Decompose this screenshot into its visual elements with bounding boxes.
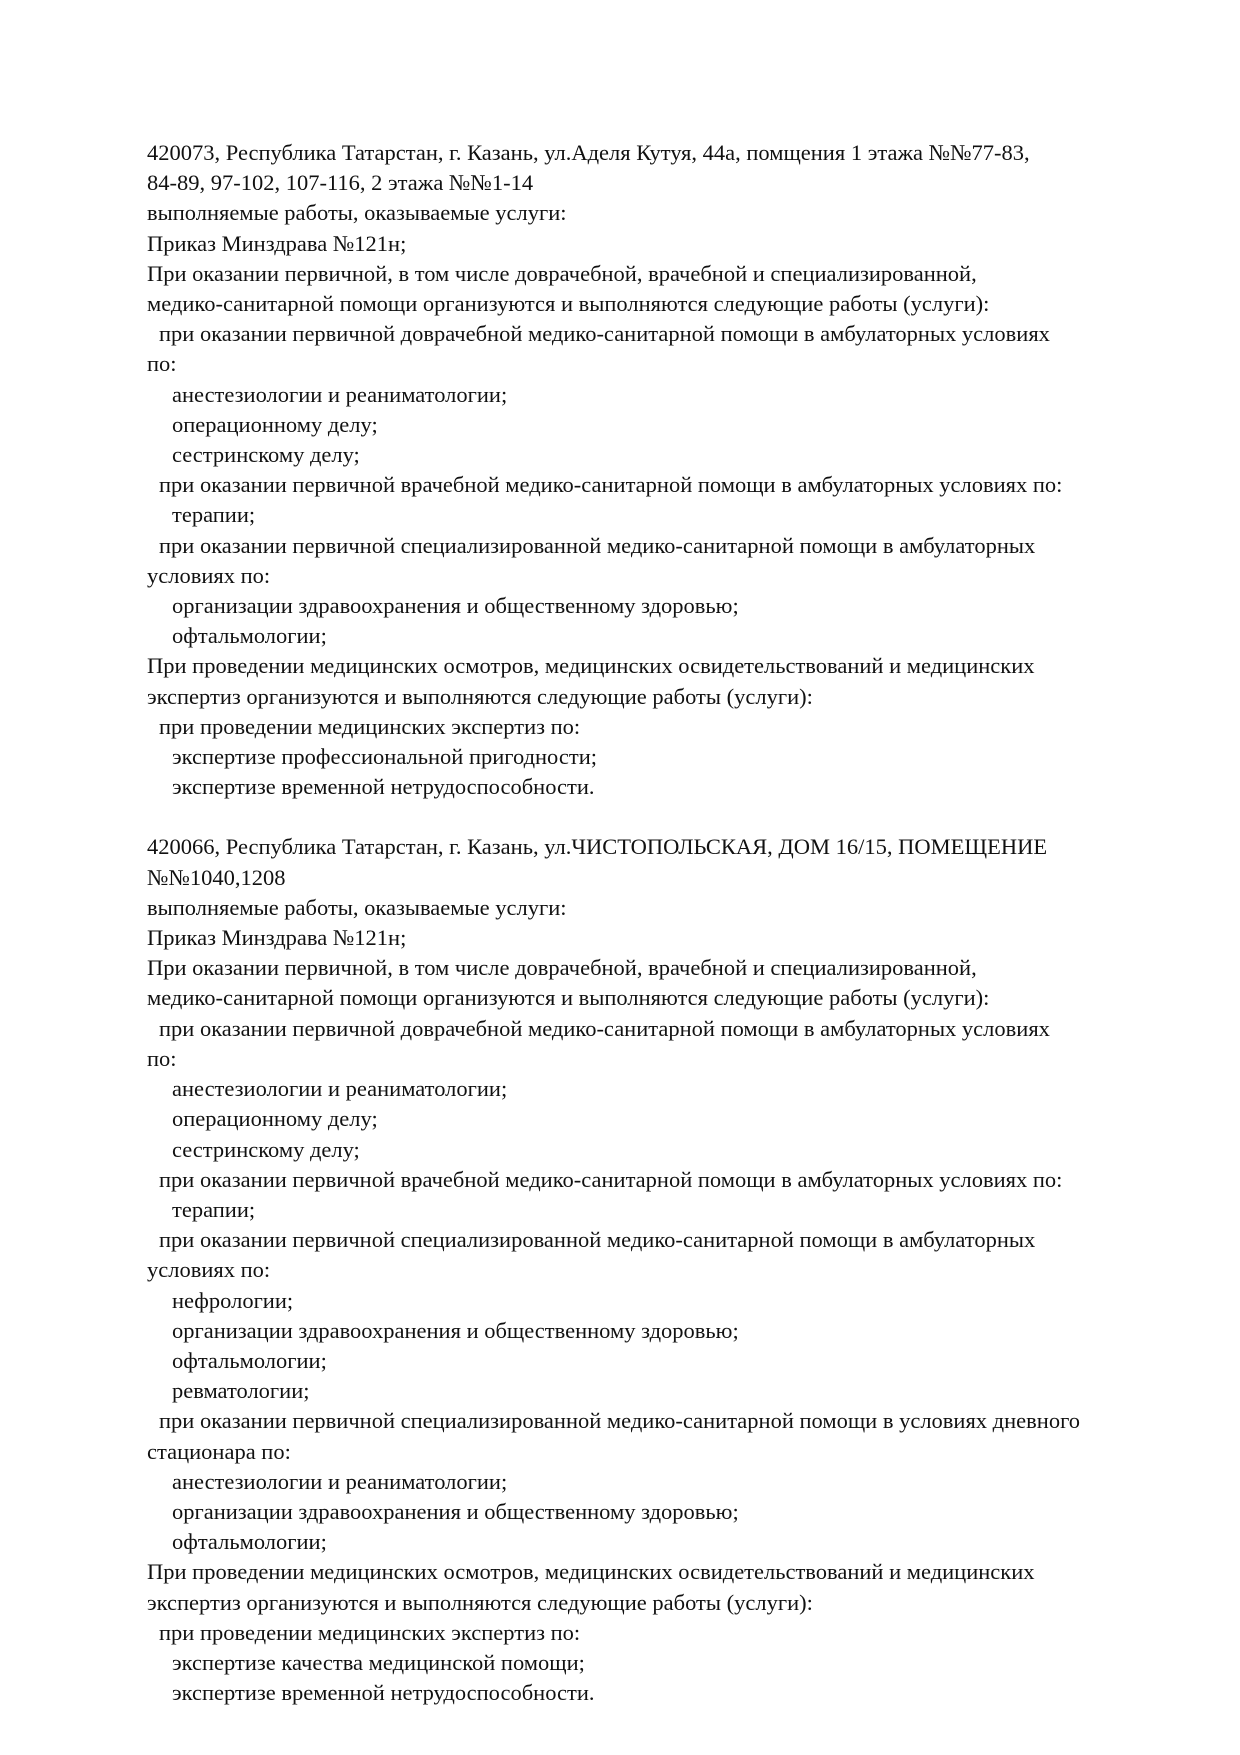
document-text-line: При оказании первичной, в том числе доврачебной, врачебной и специализированной, bbox=[147, 260, 977, 286]
document-text-line: при проведении медицинских экспертиз по: bbox=[159, 1619, 581, 1645]
document-text-line: офтальмологии; bbox=[172, 1347, 327, 1373]
document-text-line: при оказании первичной доврачебной медико-санитарной помощи в амбулаторных условиях bbox=[159, 321, 1050, 347]
document-text-line: организации здравоохранения и общественному здоровью; bbox=[172, 1317, 739, 1343]
document-text-line: экспертизе временной нетрудоспособности. bbox=[172, 774, 595, 800]
document-text-line: экспертизе профессиональной пригодности; bbox=[172, 744, 597, 770]
document-text-line: медико-санитарной помощи организуются и выполняются следующие работы (услуги): bbox=[147, 291, 990, 317]
document-text-line: экспертизе временной нетрудоспособности. bbox=[172, 1680, 595, 1706]
address-section bbox=[147, 138, 1197, 802]
document-text-line: экспертиз организуются и выполняются следующие работы (услуги): bbox=[147, 683, 813, 709]
document-text-line: организации здравоохранения и общественному здоровью; bbox=[172, 593, 739, 619]
document-text-line: При оказании первичной, в том числе доврачебной, врачебной и специализированной, bbox=[147, 955, 977, 981]
document-text-line: операционному делу; bbox=[172, 1106, 378, 1132]
document-text-line: при оказании первичной специализированной медико-санитарной помощи в амбулаторных bbox=[159, 532, 1036, 558]
document-text-line: условиях по: bbox=[147, 562, 271, 588]
document-text-line: стационара по: bbox=[147, 1438, 291, 1464]
address-line: 420066, Республика Татарстан, г. Казань, ул.ЧИСТОПОЛЬСКАЯ, ДОМ 16/15, ПОМЕЩЕНИЕ bbox=[147, 834, 1048, 860]
document-text-line: Приказ Минздрава №121н; bbox=[147, 230, 407, 256]
document-text-line: медико-санитарной помощи организуются и выполняются следующие работы (услуги): bbox=[147, 985, 990, 1011]
document-text-line: При проведении медицинских осмотров, медицинских освидетельствований и медицинских bbox=[147, 1559, 1035, 1585]
document-text-line: №№1040,1208 bbox=[147, 864, 286, 890]
document-text-line: при оказании первичной доврачебной медико-санитарной помощи в амбулаторных условиях bbox=[159, 1015, 1050, 1041]
document-text-line: выполняемые работы, оказываемые услуги: bbox=[147, 200, 567, 226]
document-text-line: сестринскому делу; bbox=[172, 442, 360, 468]
document-text-line: офтальмологии; bbox=[172, 1529, 327, 1555]
document-text-line: при оказании первичной врачебной медико-санитарной помощи в амбулаторных условиях по: bbox=[159, 472, 1063, 498]
document-text-line: нефрологии; bbox=[172, 1287, 294, 1313]
document-text-line: организации здравоохранения и общественному здоровью; bbox=[172, 1498, 739, 1524]
document-page bbox=[147, 138, 1197, 1708]
document-text-line: операционному делу; bbox=[172, 411, 378, 437]
document-text-line: ревматологии; bbox=[172, 1378, 310, 1404]
document-text-line: при оказании первичной специализированной медико-санитарной помощи в условиях дневного bbox=[159, 1408, 1080, 1434]
document-text-line: анестезиологии и реаниматологии; bbox=[172, 381, 508, 407]
document-text-line: экспертиз организуются и выполняются следующие работы (услуги): bbox=[147, 1589, 813, 1615]
document-text-line: выполняемые работы, оказываемые услуги: bbox=[147, 894, 567, 920]
document-text-line: анестезиологии и реаниматологии; bbox=[172, 1468, 508, 1494]
address-line: 420073, Республика Татарстан, г. Казань, ул.Аделя Кутуя, 44а, помщения 1 этажа №№77-83, bbox=[147, 140, 1030, 165]
document-text-line: терапии; bbox=[172, 502, 256, 528]
document-text-line: При проведении медицинских осмотров, медицинских освидетельствований и медицинских bbox=[147, 653, 1035, 679]
document-text-line: анестезиологии и реаниматологии; bbox=[172, 1076, 508, 1102]
document-text-line: при оказании первичной специализированной медико-санитарной помощи в амбулаторных bbox=[159, 1227, 1036, 1253]
document-text-line: при оказании первичной врачебной медико-санитарной помощи в амбулаторных условиях по: bbox=[159, 1166, 1063, 1192]
document-text-line: при проведении медицинских экспертиз по: bbox=[159, 713, 581, 739]
document-text-line: Приказ Минздрава №121н; bbox=[147, 925, 407, 951]
document-text-line: сестринскому делу; bbox=[172, 1136, 360, 1162]
document-text-line: экспертизе качества медицинской помощи; bbox=[172, 1649, 585, 1675]
address-section bbox=[147, 832, 1197, 1708]
document-text-line: 84-89, 97-102, 107-116, 2 этажа №№1-14 bbox=[147, 170, 534, 196]
document-text-line: по: bbox=[147, 351, 177, 377]
document-text-line: офтальмологии; bbox=[172, 623, 327, 649]
document-text-line: условиях по: bbox=[147, 1257, 271, 1283]
document-text-line: по: bbox=[147, 1045, 177, 1071]
document-text-line: терапии; bbox=[172, 1196, 256, 1222]
